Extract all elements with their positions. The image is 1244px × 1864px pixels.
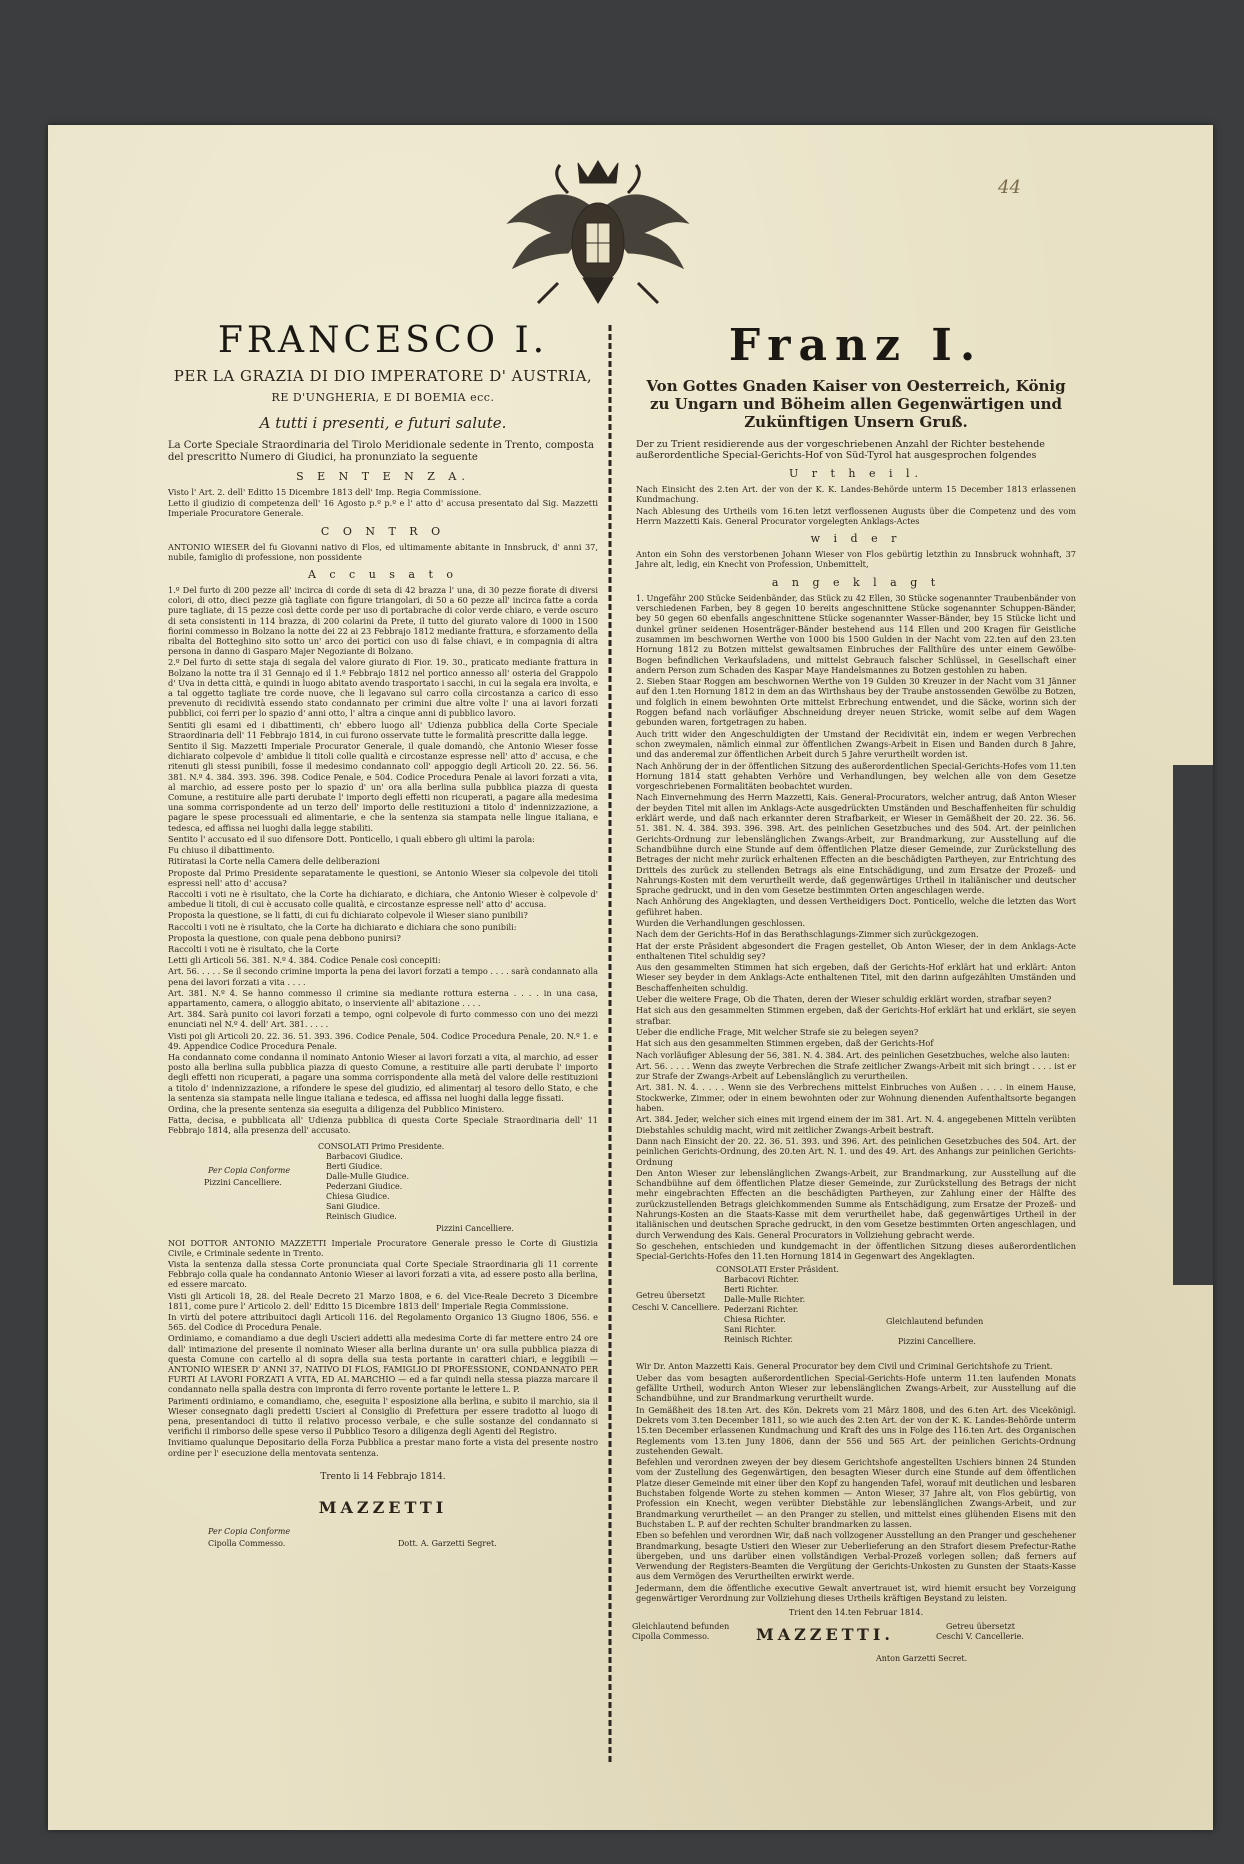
italian-signature: MAZZETTI bbox=[318, 1498, 448, 1518]
italian-visto: Visto l' Art. 2. dell' Editto 15 Dicembre 1813 dell' Imp. Regia Commissione. bbox=[168, 487, 482, 497]
angeklagt-heading: a n g e k l a g t bbox=[771, 575, 941, 589]
german-procedure-2: Nach Einvernehmung des Herrn Mazzetti, Kais. General-Procurators, welcher antrug, daß Anton Wieser der beyden Titel mit allen im Anklags-Acte ausgedrückten Umständen und Beschaffenheiten für schuldig erklärt werde, und daß nach erkannter deren Strafbarkeit, er Wieser in Gemäßheit der 20. 22. 36. 56. 51. 381. N. 4. 384. 393. 396. 398. Art. des peinlichen Gesetzbuches und des 504. Art. der peinlichen Gerichts-Ordnung zur lebenslänglichen Zwangs-Arbeit, zur Brandmarkung, zur Ausstellung auf die Schandbühne durch eine Stunde auf dem öffentlichen Platze dieser Gemeinde, zur Zurückstellung des Betrages der nicht mehr zurück erhaltenen Effecten an die beschädigten Partheyen, zur Entrichtung des Drittels des zurück zu stellenden Betrags als eine Entschädigung, und zum Ersatze der Prozeß- und Nahrungs-Kosten mit dem verurtheilt werde, daß gegenwärtiges Urtheil in italiänischer und deutscher Sprache gedruckt, und in den vom Gesetze bestimmten Orten angeschlagen werde. bbox=[636, 792, 1076, 896]
italian-noi-5: Parimenti ordiniamo, e comandiamo, che, eseguita l' esposizione alla berlina, e subito il marchio, sia il Wieser consegnato dagli predetti Uscieri al Consiglio di Prefettura per essere tradotto al luogo di pena, presentandoci di tutto il relativo processo verbale, e che sulle sostanze del condannato si verifichi il rimborso delle spese verso il Pubblico Tesoro a diligenza degli Agenti del Registro. bbox=[168, 1395, 598, 1437]
sentence-heading: S E N T E N Z A. bbox=[296, 470, 470, 483]
german-procedure-18: So geschehen, entschieden und kundgemacht in der öffentlichen Sitzung dieses außerordentlichen Special-Gerichts-Hofes den 11.ten Hornung 1814 in Gegenwart des Angeklagten. bbox=[636, 1240, 1076, 1262]
italian-consolati: CONSOLATI Primo Presidente. bbox=[318, 1141, 445, 1151]
german-date: Trient den 14.ten Februar 1814. bbox=[788, 1607, 924, 1618]
document-sheet bbox=[48, 125, 1213, 1830]
german-judge-3: Dalle-Mulle Richter. bbox=[724, 1295, 806, 1305]
german-getreu-2: Getreu übersetzt bbox=[946, 1621, 1015, 1631]
contro-heading: C O N T R O bbox=[320, 524, 446, 538]
german-gleichlautend-2: Gleichlautend befunden bbox=[632, 1621, 730, 1631]
german-title: Franz I. bbox=[728, 320, 984, 371]
italian-procedure-1: Sentito il Sig. Mazzetti Imperiale Procurator Generale, il quale domandò, che Antonio Wieser fosse dichiarato colpevole d' ambidue li titoli colle qualità e circostanze espresse nell' atto d' accusa, e che ritenuti gli stessi punibili, fosse il medesimo condannato coll' appoggio degli Articoli 20. 22. 56. 56. 381. N.º 4. 384. 393. 396. 398. Codice Penale, e 504. Codice Procedura Penale ai lavori forzati a vita, al marchio, ad essere posto per lo spazio d' un' ora alla berlina sulla pubblica piazza di questa Comune, a restituire alle parti derubate l' importo degli effetti non ricuperati, a pagare alla medesima una somma corrispondente ad un terzo dell' importo delle restituzioni a titolo d' indennizzazione, a pagare le spese processuali ed alimentarie, e che la sentenza sia stampata nelle lingue italiana, e tedesca, ed affissa nei luoghi dalla legge stabiliti. bbox=[168, 741, 598, 833]
german-procedure-4: Wurden die Verhandlungen geschlossen. bbox=[636, 917, 806, 928]
german-column bbox=[632, 320, 1076, 1668]
german-garzetti: Anton Garzetti Secret. bbox=[876, 1653, 968, 1663]
german-procedure-1: Nach Anhörung der in der öffentlichen Sitzung des außerordentlichen Special-Gerichts-Hofes vom 11.ten Hornung 1814 statt gehabten Verhöre und Verhandlungen, bey welchen alle von dem Gesetze vorgeschriebenen Formalitäten beobachtet wurden. bbox=[636, 760, 1076, 792]
italian-noi-0: NOI DOTTOR ANTONIO MAZZETTI Imperiale Procuratore Generale presso le Corte di Giustizia Civile, e Criminale sedente in Trento. bbox=[168, 1237, 598, 1258]
italian-letto: Letto il giudizio di competenza dell' 16 Agosto p.º p.º e l' atto d' accusa presentato dal Sig. Mazzetti Imperiale Procuratore Generale. bbox=[168, 498, 598, 519]
italian-procedure-15: Visti poi gli Articoli 20. 22. 36. 51. 393. 396. Codice Penale, 504. Codice Procedura Penale, 20. N.º 1. e 49. Appendice Codice Procedura Penale. bbox=[168, 1030, 598, 1051]
italian-procedure-4: Ritiratasi la Corte nella Camera delle deliberazioni bbox=[168, 856, 380, 867]
italian-procedure-9: Proposta la questione, con quale pena debbono punirsi? bbox=[168, 932, 401, 943]
italian-procedure-12: Art. 56. . . . . Se il secondo crimine importa la pena dei lavori forzati a tempo . . . . sarà condannato alla pena dei lavori forzati a vita . . . . bbox=[168, 966, 598, 987]
german-getreu: Getreu übersetzt bbox=[636, 1291, 705, 1301]
german-judge-1: Barbacovi Richter. bbox=[724, 1275, 799, 1285]
italian-judge-7: Reinisch Giudice. bbox=[326, 1211, 397, 1221]
urtheil-heading: U r t h e i l. bbox=[788, 467, 924, 480]
italian-judges-block bbox=[168, 1142, 598, 1238]
german-subtitle: Von Gottes Gnaden Kaiser von Oesterreich, König zu Ungarn und Böheim allen Gegenwärtigen und Zukünftigen Unsern Gruß. bbox=[646, 377, 1066, 431]
italian-segretario: Dott. A. Garzetti Segret. bbox=[398, 1539, 497, 1549]
italian-date: Trento li 14 Febbrajo 1814. bbox=[320, 1471, 446, 1482]
german-judge-2: Berti Richter. bbox=[724, 1285, 779, 1295]
german-procedure-16: Dann nach Einsicht der 20. 22. 36. 51. 393. und 396. Art. des peinlichen Gesetzbuches des 504. Art. der peinlichen Gerichts-Ordnung, des 20.ten Art. N. 1. und des 49. Art. des Anhangs zur peinlichen Gerichts-Ordnung bbox=[636, 1135, 1076, 1167]
italian-intro: La Corte Speciale Straordinaria del Tirolo Meridionale sedente in Trento, composta del prescritto Numero di Giudici, ha pronunziato la seguente bbox=[168, 440, 594, 463]
german-judge-5: Chiesa Richter. bbox=[724, 1315, 786, 1325]
german-signature: MAZZETTI. bbox=[756, 1624, 894, 1644]
german-ceschi-2: Ceschi V. Cancellerie. bbox=[936, 1631, 1024, 1641]
italian-noi-4: Ordiniamo, e comandiamo a due degli Uscieri addetti alla medesima Corte di far mettere entro 24 ore dall' intimazione del presente il nominato Wieser alla berlina durante un' ora sulla pubblica piazza di questa Comune con cartello al di sopra della sua testa portante in caratteri chiari, e leggibili — ANTONIO WIESER D' ANNI 37, NATIVO DI FLOS, FAMIGLIO DI PROFESSIONE, CONDANNATO PER FURTI AI LAVORI FORZATI A VITA, ED AL MARCHIO — ed a far quindi nella stessa piazza marcare il condannato nella spalla destra con impronta di ferro rovente portante le lettere L. P. bbox=[168, 1333, 598, 1395]
italian-procedure-7: Proposta la questione, se li fatti, di cui fu dichiarato colpevole il Wieser siano punibili? bbox=[168, 910, 528, 921]
german-nach-einsicht: Nach Einsicht des 2.ten Art. der von der K. K. Landes-Behörde unterm 15 December 1813 erlassenen Kundmachung. bbox=[636, 484, 1076, 505]
german-footer-block bbox=[632, 1621, 1076, 1668]
italian-subtitle-1: PER LA GRAZIA DI DIO IMPERATORE D' AUSTRIA, bbox=[173, 367, 593, 385]
german-ceschi-1: Ceschi V. Cancelliere. bbox=[632, 1303, 720, 1313]
german-procedure-15: Art. 384. Jeder, welcher sich eines mit irgend einem der im 381. Art. N. 4. angegebenen Mitteln verübten Diebstahles schuldig macht, wird mit zeitlicher Zwangs-Arbeit bestraft. bbox=[636, 1114, 1076, 1135]
german-pizzini: Pizzini Cancelliere. bbox=[898, 1337, 976, 1347]
italian-procedure-3: Fu chiuso il dibattimento. bbox=[168, 845, 275, 856]
german-wir-2: In Gemäßheit des 18.ten Art. des Kön. Dekrets vom 21 März 1808, und des 6.ten Art. des Vicekönigl. Dekrets vom 3.ten December 1811, so wie auch des 2.ten Art. der von der K. K. Landes-Behörde unterm 15.ten December erlassenen Kundmachung und Kraft des uns in Folge des 116.ten Art. des Organischen Reglements vom 13.ten Juny 1806, dann der 556 und 565 Art. der peinlichen Gerichts-Ordnung zustehenden Gewalt. bbox=[636, 1404, 1076, 1456]
italian-copia-2: Per Copia Conforme bbox=[208, 1527, 291, 1537]
german-gleichlautend-1: Gleichlautend befunden bbox=[886, 1317, 984, 1327]
italian-procedure-13: Art. 381. N.º 4. Se hanno commesso il crimine sia mediante rottura esterna . . . . in una casa, appartamento, camera, o alloggio abitato, o inserviente all' abitazione . . . . bbox=[168, 987, 598, 1008]
italian-commesso: Cipolla Commesso. bbox=[208, 1539, 286, 1549]
wider-heading: w i d e r bbox=[810, 532, 902, 546]
german-nach-ablesung: Nach Ablesung des Urtheils vom 16.ten letzt verflossenen Augusts über die Competenz und des vom Herrn Mazzetti Kais. General Procurator vorgelegten Anklags-Actes bbox=[636, 505, 1076, 526]
italian-cancelliere-right: Pizzini Cancelliere. bbox=[436, 1223, 514, 1233]
german-wir-0: Wir Dr. Anton Mazzetti Kais. General Procurator bey dem Civil und Criminal Gerichtshofe zu Trient. bbox=[636, 1361, 1053, 1372]
italian-copia-1: Per Copia Conforme bbox=[208, 1165, 291, 1175]
german-procedure-0: Auch tritt wider den Angeschuldigten der Umstand der Recidivität ein, indem er wegen Verbrechen schon zweymalen, nämlich einmal zur öffentlichen Zwangs-Arbeit in Eisen und Banden durch 8 Jahre, und das anderemal zur öffentlichen Arbeit durch 5 Jahre verurtheilt worden ist. bbox=[636, 728, 1076, 760]
german-procedure-12: Nach vorläufiger Ablesung der 56, 381. N. 4. 384. Art. des peinlichen Gesetzbuches, welche also lauten: bbox=[636, 1049, 1070, 1060]
italian-procedure-8: Raccolti i voti ne è risultato, che la Corte ha dichiarato e dichiara che sono punibili: bbox=[168, 921, 517, 932]
italian-procedure-5: Proposte dal Primo Presidente separatamente le questioni, se Antonio Wieser sia colpevole dei titoli espressi nell' atto d' accusa? bbox=[168, 867, 598, 888]
german-procedure-9: Hat sich aus den gesammelten Stimmen ergeben, daß der Gerichts-Hof erklärt hat und erklärt, sie seyen strafbar. bbox=[636, 1005, 1076, 1026]
german-wir-1: Ueber das vom besagten außerordentlichen Special-Gerichts-Hofe unterm 11.ten laufenden Monats gefällte Urtheil, wodurch Anton Wieser zur lebenslänglichen Zwangs-Arbeit, zur Ausstellung auf die Schandbühne, und zur Brandmarkung verurtheilt wurde. bbox=[636, 1372, 1076, 1404]
german-count-1: 1. Ungefähr 200 Stücke Seidenbänder, das Stück zu 42 Ellen, 30 Stücke sogenannter Traubenbänder von verschiedenen Farben, bey 8 gegen 10 bereits angeschnittene Stücke sogenannter Schuppen-Bänder, bey 50 gegen 60 ebenfalls angeschnittene Stücke sogenannter Wasser-Bänder, bey 15 Stücke licht und dunkel grüner seidenen Hosenträger-Bänder bestehend aus 114 Ellen und 200 Kragen für Geistliche zusammen im beschwornen Werthe von 1000 bis 1500 Gulden in der Nacht vom 22.ten auf den 23.ten Hornung 1812 zu Botzen mittelst gewaltsamen Einbruches der Fallthüre des unter einem Gewölbe-Bogen befindlichen Verkaufsladens, und mittelst Gebrauch falscher Schlüssel, in Gesellschaft einer andern Person zum Schaden des Kaspar Maye Handelsmannes zu Botzen gestohlen zu haben. bbox=[636, 592, 1076, 675]
german-procedure-13: Art. 56. . . . . Wenn das zweyte Verbrechen die Strafe zeitlicher Zwangs-Arbeit mit sich bringt . . . . ist er zur Strafe der Zwangs-Arbeit auf Lebenslänglich zu verurtheilen. bbox=[636, 1060, 1076, 1082]
italian-judge-4: Pederzani Giudice. bbox=[326, 1181, 403, 1191]
accusato-heading: A c c u s a t o bbox=[307, 568, 459, 582]
german-judge-4: Pederzani Richter. bbox=[724, 1305, 799, 1315]
italian-judge-5: Chiesa Giudice. bbox=[326, 1191, 390, 1201]
german-wir-4: Eben so befehlen und verordnen Wir, daß nach vollzogener Ausstellung an den Pranger und geschehener Brandmarkung, besagte Ustieri den Wieser zur Ueberlieferung an den Strafort diesem Prefectur-Rathe übergeben, und uns darüber einen vollständigen Verbal-Prozeß vorlegen sollen; daß ferners auf Verwendung der Registers-Beamten die Vergütung der Gerichts-Unkosten zu Gunsten der Staats-Kasse aus dem Vermögen des Verurtheilten erwirkt werde. bbox=[636, 1530, 1076, 1582]
german-judge-6: Sani Richter. bbox=[724, 1325, 777, 1335]
italian-subtitle-2: RE D'UNGHERIA, E DI BOEMIA ecc. bbox=[271, 391, 495, 404]
italian-judge-3: Dalle-Mulle Giudice. bbox=[326, 1171, 410, 1181]
italian-judge-1: Barbacovi Giudice. bbox=[326, 1151, 403, 1161]
german-procedure-6: Hat der erste Präsident abgesondert die Fragen gestellet, Ob Anton Wieser, der in dem Anklags-Acte enthaltenen Titel schuldig sey? bbox=[636, 940, 1076, 961]
german-procedure-7: Aus den gesammelten Stimmen hat sich ergeben, daß der Gerichts-Hof erklärt hat und erklärt: Anton Wieser sey beyder in dem Anklags-Acte enthaltenen Titel, mit den darinn aufgezählten Umständen und Beschaffenheiten schuldig. bbox=[636, 962, 1076, 993]
german-judge-7: Reinisch Richter. bbox=[724, 1335, 793, 1345]
german-count-2: 2. Sieben Staar Roggen am beschwornen Werthe von 19 Gulden 30 Kreuzer in der Nacht vom 31 Jänner auf den 1.ten Hornung 1812 in dem an das Wirthshaus bey der Traube anstossenden Gewölbe zu Botzen, und folglich in einem bewohnten Orte mittelst Erbrechung entwendet, und die Säcke, worinn sich der Roggen befand nach vorläufiger Abschneidung dreyer neuen Stricke, womit selbe auf dem Wagen gebunden waren, fortgetragen zu haben. bbox=[636, 676, 1076, 728]
folio-number: 44 bbox=[998, 177, 1021, 198]
italian-judge-6: Sani Giudice. bbox=[326, 1201, 381, 1211]
imperial-eagle-emblem-icon bbox=[498, 153, 698, 313]
italian-procedure-11: Letti gli Articoli 56. 381. N.º 4. 384. Codice Penale così concepiti: bbox=[168, 955, 441, 966]
german-procedure-10: Ueber die endliche Frage, Mit welcher Strafe sie zu belegen seyen? bbox=[636, 1026, 919, 1037]
german-cipolla: Cipolla Commesso. bbox=[632, 1631, 710, 1641]
german-accused: Anton ein Sohn des verstorbenen Johann Wieser von Flos gebürtig letzthin zu Innsbruck wohnhaft, 37 Jahre alt, ledig, ein Knecht von Profession, Unbemittelt, bbox=[636, 549, 1076, 570]
german-judges-block bbox=[632, 1265, 1076, 1361]
italian-procedure-10: Raccolti i voti ne è risultato, che la Corte bbox=[168, 943, 339, 954]
italian-column bbox=[168, 320, 598, 1557]
german-procedure-17: Den Anton Wieser zur lebenslänglichen Zwangs-Arbeit, zur Brandmarkung, zur Ausstellung auf die Schandbühne auf dem öffentlichen Platze dieser Gemeinde, zur Zurückstellung des Betrags der nicht mehr eingebrachten Effecten an die beschädigten Partheyen, zur Zahlung einer der Hälfte des zurückzustellenden Betrags gleichkommenden Summe als Entschädigung, zum Ersatze der Prozeß- und Nahrungs-Kosten an die Staats-Kasse mit dem verurtheilet habe, daß gegenwärtiges Urtheil in der italiänischen und deutschen Sprache gedruckt, in den vom Gesetze bestimmten Orten angeschlagen, und durch Verwendung des Kais. General Procurators in Vollziehung gebracht werde. bbox=[636, 1167, 1076, 1240]
italian-cancelliere-left: Pizzini Cancelliere. bbox=[204, 1177, 282, 1187]
german-consolati: CONSOLATI Erster Präsident. bbox=[716, 1265, 839, 1275]
italian-title: FRANCESCO I. bbox=[217, 320, 549, 361]
german-procedure-8: Ueber die weitere Frage, Ob die Thaten, deren der Wieser schuldig erklärt worden, strafbar seyen? bbox=[636, 994, 1052, 1005]
italian-accused: ANTONIO WIESER del fu Giovanni nativo di Flos, ed ultimamente abitante in Innsbruck, d' anni 37, nubile, famiglio di professione, non possidente bbox=[168, 541, 598, 562]
italian-procedure-16: Ha condannato come condanna il nominato Antonio Wieser ai lavori forzati a vita, al marchio, ad esser posto alla berlina sulla pubblica piazza di questo Comune, a restituire alle parti derubate l' importo degli effetti non ricuperati, a pagare una somma corrispondente alla metà del valore delle restituzioni a titolo d' indennizzazione, a rifondere le spese del giudizio, ed alimentarj al tesoro dello Stato, e che la sentenza sia stampata nelle lingue italiana e tedesca, ed affissa nei luoghi dalla legge fissati. bbox=[168, 1051, 598, 1103]
italian-noi-2: Visti gli Articoli 18, 28. del Reale Decreto 21 Marzo 1808, e 6. del Vice-Reale Decreto 3 Dicembre 1811, come pure l' Articolo 2. dell' Editto 15 Dicembre 1813 dell' Imperiale Regia Commissione. bbox=[168, 1290, 598, 1311]
column-divider bbox=[606, 325, 614, 1765]
german-wir-5: Jedermann, dem die öffentliche executive Gewalt anvertrauet ist, wird hiemit ersucht bey Vorzeigung gegenwärtiger Verordnung zur Vollziehung dieses Urtheils kräftigen Beystand zu leisten. bbox=[636, 1582, 1076, 1604]
missing-paper-area bbox=[1173, 765, 1213, 1285]
italian-procedure-14: Art. 384. Sarà punito coi lavori forzati a tempo, ogni colpevole di furto commesso con uno dei mezzi enunciati nel N.º 4. dell' Art. 381. . . . . bbox=[168, 1009, 598, 1030]
italian-noi-3: In virtù del potere attribuitoci dagli Articoli 116. del Regolamento Organico 13 Giugno 1806, 556. e 565. del Codice di Procedura Penale. bbox=[168, 1312, 598, 1333]
german-wir-3: Befehlen und verordnen zweyen der bey diesem Gerichtshofe angestellten Uschiers binnen 24 Stunden vom der Zustellung des Gegenwärtigen, den besagten Wieser durch eine Stunde auf dem öffentlichen Platze dieser Gemeinde mit einer über den Kopf zu hangenden Tafel, worauf mit deutlichen und lesbaren Buchstaben folgende Worte zu stehen kommen — Anton Wieser, 37 Jahre alt, von Flos gebürtig, von Profession ein Knecht, wegen verübter Diebstähle zur lebenslänglichen Zwangs-Arbeit, und zur Brandmarkung verurtheilet — an den Pranger zu stellen, und mittelst eines glühenden Eisens mit den Buchstaben L. P. auf der rechten Schulter brandmarken zu lassen. bbox=[636, 1457, 1076, 1529]
german-intro: Der zu Trient residierende aus der vorgeschriebenen Anzahl der Richter bestehende außerordentliche Special-Gerichts-Hof von Süd-Tyrol hat ausgesprochen folgendes bbox=[636, 439, 1045, 461]
italian-count-2: 2.º Del furto di sette staja di segala del valore giurato di Fior. 19. 30., praticato mediante frattura in Bolzano la notte tra il 31 Gennajo ed il 1.º Febbrajo 1812 nel portico annesso all' osteria del Grappolo d' Uva in detta città, e quindi in luogo abitato avendo trasportato i sacchi, in cui la segala era involta, e a tal oggetto tagliate tre corde nuove, che li legavano sul carro colla circostanza a carico di esso prevenuto di recidività essendo stato condannato per crimini due altre volte l' una ai lavori forzati pubblici, coi ferri per lo spazio d' anni otto, l' altra a cinque anni di pubblico lavoro. bbox=[168, 657, 598, 719]
italian-noi-1: Vista la sentenza dalla stessa Corte pronunciata qual Corte Speciale Straordinaria gli 11 corrente Febbrajo colla quale ha condannato Antonio Wieser ai lavori forzati a vita, ad essere posto alla berlina, ed essere marcato. bbox=[168, 1258, 598, 1290]
italian-procedure-0: Sentiti gli esami ed i dibattimenti, ch' ebbero luogo all' Udienza pubblica della Corte Speciale Straordinaria dell' 11 Febbrajo 1814, in cui furono osservate tutte le formalità prescritte dalla legge. bbox=[168, 719, 598, 740]
italian-salute: A tutti i presenti, e futuri salute. bbox=[259, 414, 507, 432]
italian-judge-2: Berti Giudice. bbox=[326, 1161, 383, 1171]
italian-procedure-17: Ordina, che la presente sentenza sia eseguita a diligenza del Pubblico Ministero. bbox=[168, 1103, 505, 1114]
german-procedure-3: Nach Anhörung des Angeklagten, und dessen Vertheidigers Doct. Ponticello, welche die letzten das Wort geführet haben. bbox=[636, 896, 1076, 917]
german-procedure-11: Hat sich aus den gesammelten Stimmen ergeben, daß der Gerichts-Hof bbox=[636, 1038, 934, 1049]
italian-procedure-2: Sentito l' accusato ed il suo difensore Dott. Ponticello, i quali ebbero gli ultimi la parola: bbox=[168, 833, 535, 844]
german-procedure-14: Art. 381. N. 4. . . . . Wenn sie des Verbrechens mittelst Einbruches von Außen . . . . in einem Hause, Stockwerke, Zimmer, oder in einem bewohnten oder zur Wohnung dienenden Aufenthaltsorte begangen haben. bbox=[636, 1082, 1076, 1114]
italian-procedure-18: Fatta, decisa, e pubblicata all' Udienza pubblica di questa Corte Speciale Straordinaria dell' 11 Febbrajo 1814, alla presenza dell' accusato. bbox=[168, 1115, 598, 1136]
italian-count-1: 1.º Del furto di 200 pezze all' incirca di corde di seta di 42 brazza l' una, di 30 pezze fiorate di diversi colori, di otto, dieci pezze già tagliate con figure triangolari, di 50 a 60 pezze all' incirca fatte a corda pure tagliate, di 15 pezze così dette corde per uso di portabrache di color verde chiaro, e verde oscuro di seta consistenti in 114 brazza, di 200 colarini da Prete, il tutto del giurato valore di 1000 in 1500 fiorini commesso in Bolzano la notte dei 22 ai 23 Febbrajo 1812 mediante frattura, e sforzamento della ribalta del Botteghino sito sotto un' arco dei portici con uso di false chiavi, e in compagnia di altra persona in danno di Gasparo Majer Negoziante di Bolzano. bbox=[168, 585, 598, 657]
italian-footer-block bbox=[168, 1527, 598, 1557]
italian-procedure-6: Raccolti i voti ne è risultato, che la Corte ha dichiarato, e dichiara, che Antonio Wieser è colpevole d' ambedue li titoli, di cui è accusato colle qualità, e circostanze espresse nell' atto d' accusa. bbox=[168, 888, 598, 910]
german-procedure-5: Nach dem der Gerichts-Hof in das Berathschlagungs-Zimmer sich zurückgezogen. bbox=[636, 929, 979, 940]
italian-noi-6: Invitiamo qualunque Depositario della Forza Pubblica a prestar mano forte a vista del presente nostro ordine per l' esecuzione della mentovata sentenza. bbox=[168, 1437, 598, 1458]
